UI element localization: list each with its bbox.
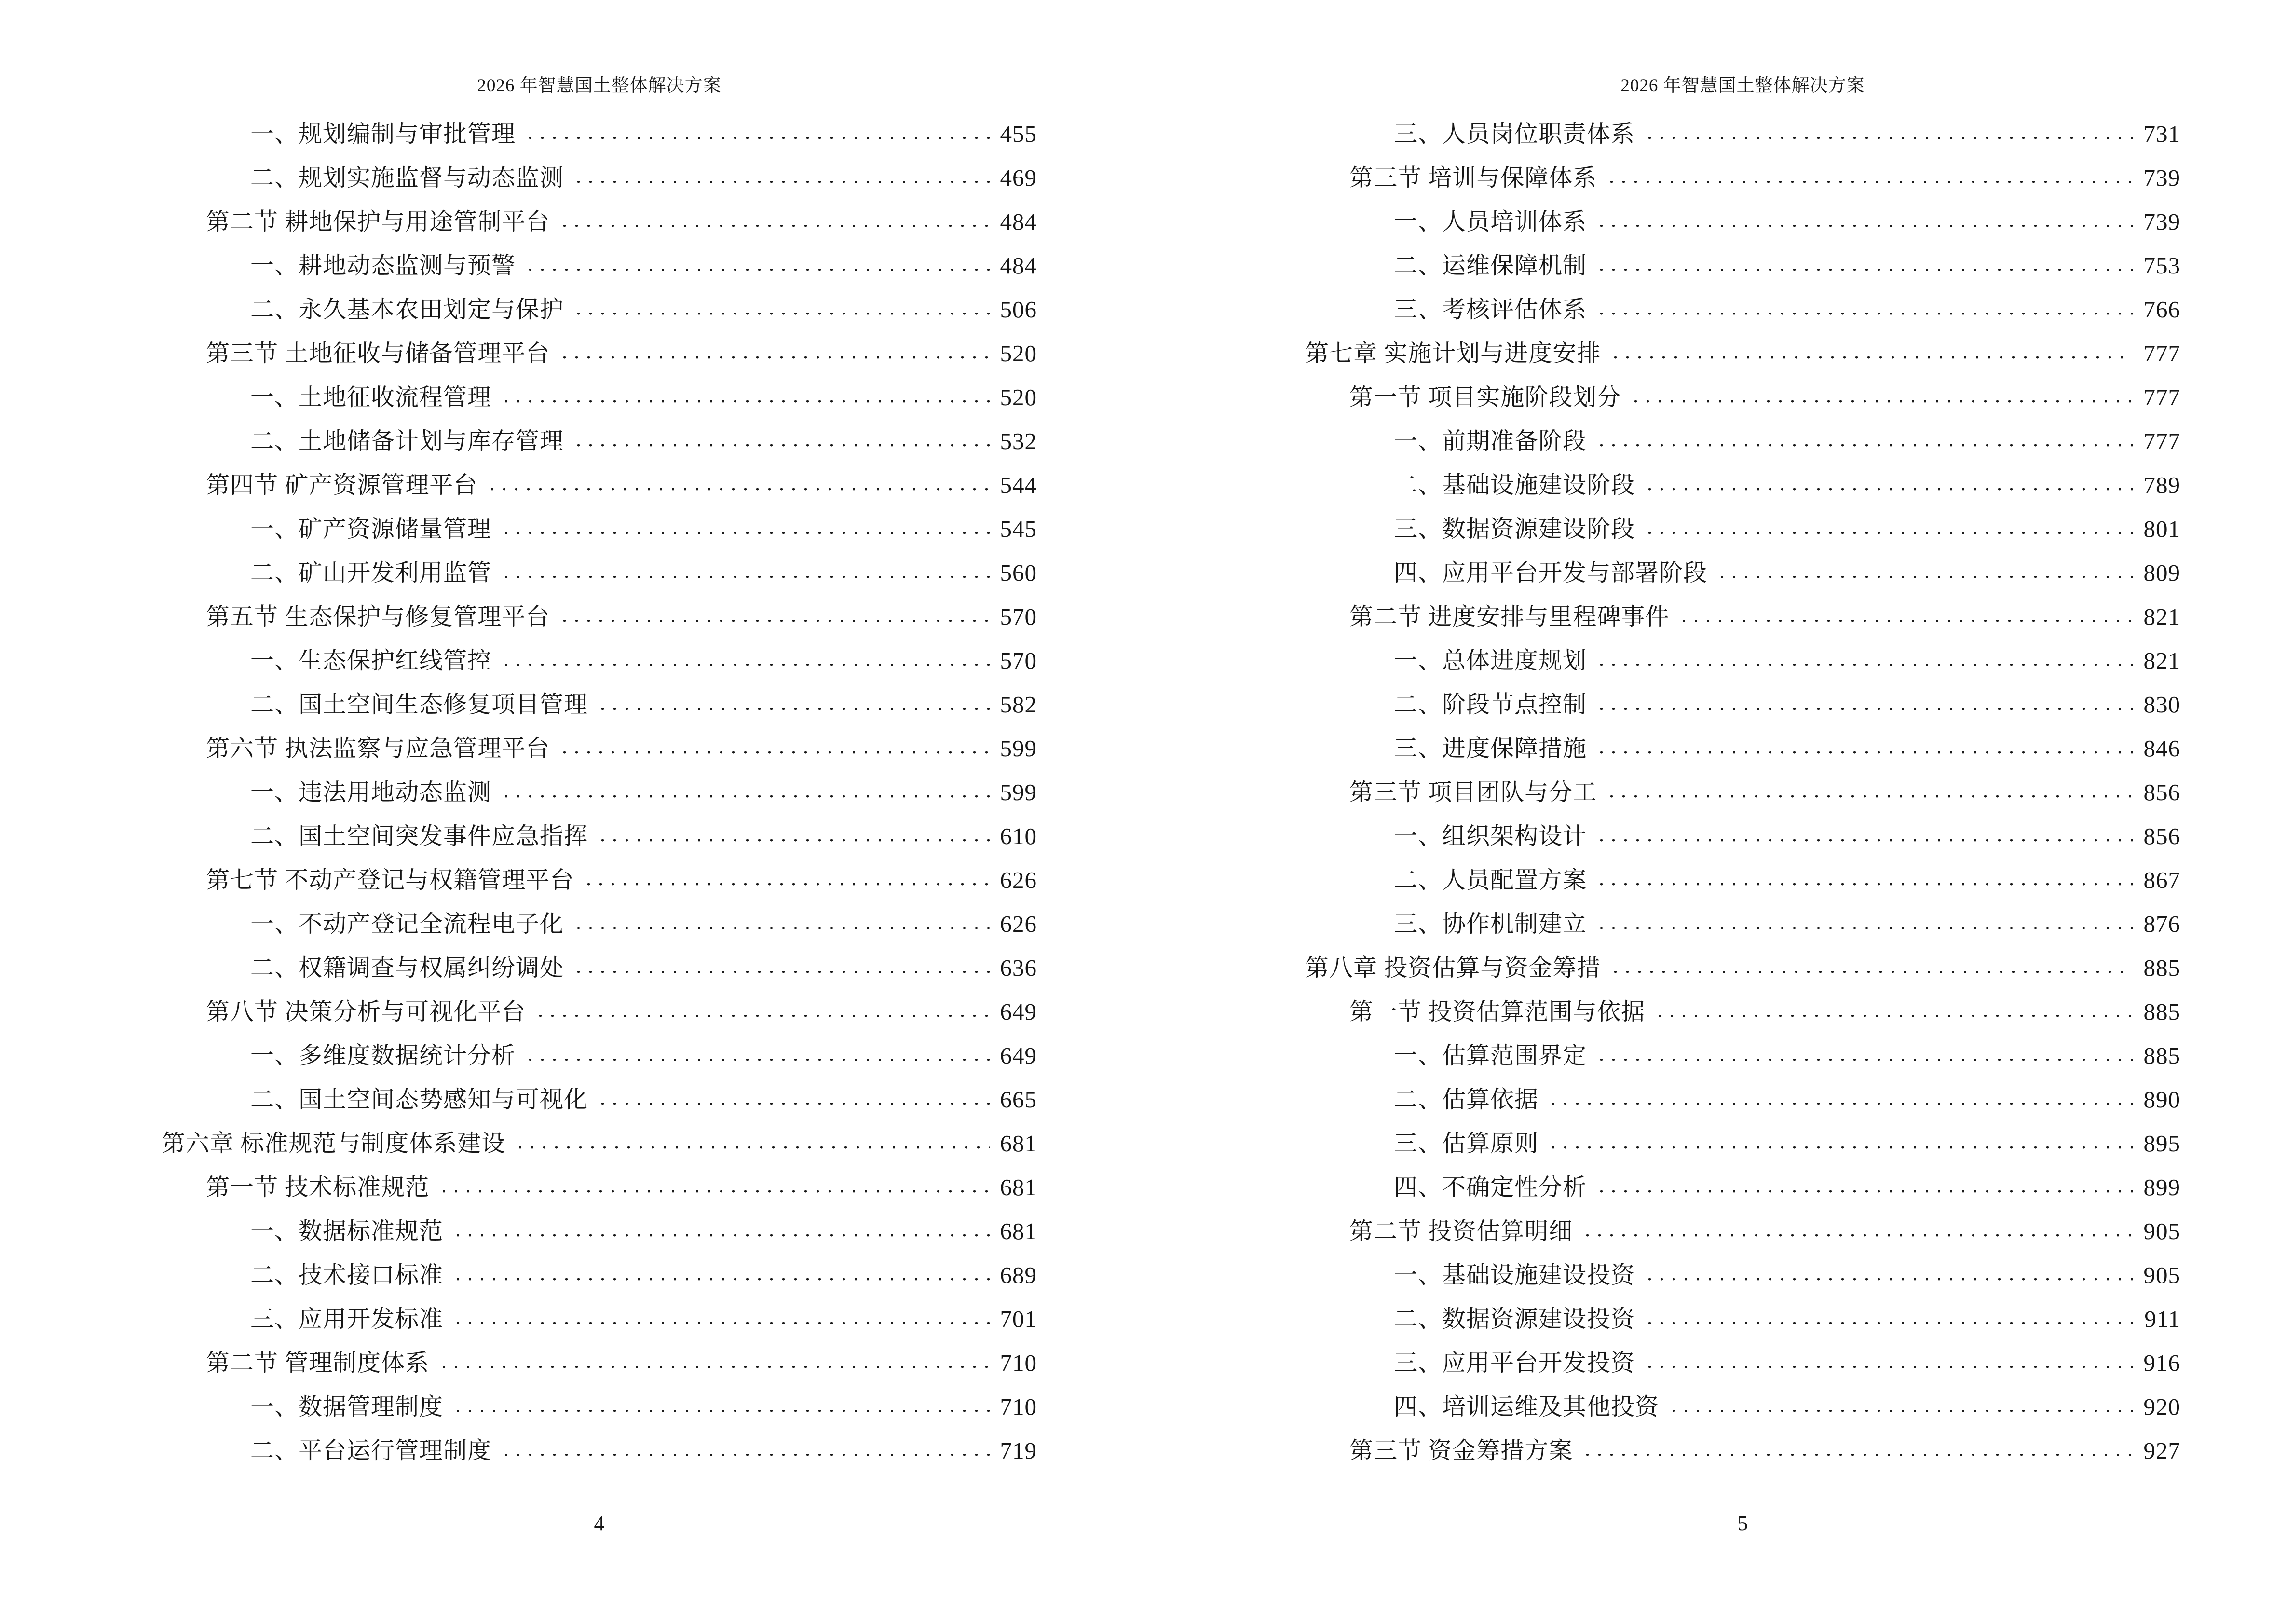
dot-leader (1643, 1278, 2133, 1283)
toc-entry-page: 689 (1000, 1262, 1037, 1288)
dot-leader (572, 181, 989, 186)
toc-entry-title: 一、总体进度规划 (1394, 647, 1587, 674)
dot-leader (1580, 1454, 2133, 1459)
toc-entry (1305, 200, 2180, 244)
dot-leader (1594, 1190, 2133, 1195)
dot-leader (451, 1278, 989, 1283)
toc-entry-title: 一、土地征收流程管理 (250, 384, 492, 410)
dot-leader (582, 883, 989, 888)
toc-entry (162, 1297, 1037, 1341)
dot-leader (1580, 1234, 2133, 1239)
toc-entry-page: 739 (2143, 164, 2180, 191)
dot-leader (1605, 181, 2133, 186)
toc-entry (162, 507, 1037, 551)
toc-entry-title: 一、耕地动态监测与预警 (250, 252, 516, 279)
toc-entry-title: 第八节 决策分析与可视化平台 (206, 998, 526, 1025)
dot-leader (1594, 269, 2133, 273)
toc-entry (1305, 112, 2180, 156)
toc-entry (1305, 1429, 2180, 1473)
toc-entry (162, 1165, 1037, 1209)
toc-entry (1305, 595, 2180, 639)
toc-entry-page: 801 (2143, 516, 2180, 542)
toc-entry (162, 1209, 1037, 1253)
toc-entry-page: 789 (2143, 472, 2180, 498)
page-header: 2026 年智慧国土整体解决方案 (477, 76, 721, 96)
toc-entry-title: 第二节 耕地保护与用途管制平台 (206, 208, 550, 235)
toc-entry-title: 第六章 标准规范与制度体系建设 (162, 1130, 506, 1157)
toc-entry-page: 455 (1000, 121, 1037, 147)
toc-entry-title: 三、进度保障措施 (1394, 735, 1587, 762)
toc-entry-title: 三、数据资源建设阶段 (1394, 516, 1635, 542)
toc-entry-page: 905 (2143, 1218, 2180, 1244)
toc-entry (1305, 375, 2180, 419)
toc-entry (162, 1385, 1037, 1429)
toc-entry (162, 375, 1037, 419)
toc-entry (162, 946, 1037, 990)
dot-leader (1643, 137, 2133, 142)
dot-leader (596, 839, 989, 844)
toc-entry (162, 902, 1037, 946)
toc-entry-page: 895 (2143, 1130, 2180, 1157)
toc-entry (162, 639, 1037, 682)
dot-leader (1546, 1146, 2133, 1151)
toc-entry-page: 701 (1000, 1306, 1037, 1332)
toc-entry (1305, 156, 2180, 200)
toc-list-left (162, 112, 1037, 1473)
toc-entry-page: 710 (1000, 1393, 1037, 1420)
toc-entry-title: 二、估算依据 (1394, 1086, 1539, 1113)
toc-entry-title: 三、估算原则 (1394, 1130, 1539, 1157)
dot-leader (558, 225, 989, 230)
dot-leader (1594, 883, 2133, 888)
dot-leader (523, 137, 989, 142)
toc-entry-page: 582 (1000, 691, 1037, 718)
toc-entry (162, 1429, 1037, 1473)
dot-leader (1605, 795, 2133, 800)
toc-entry-page: 665 (1000, 1086, 1037, 1113)
toc-entry (162, 1341, 1037, 1385)
toc-entry (1305, 1034, 2180, 1078)
dot-leader (451, 1410, 989, 1415)
toc-entry-page: 506 (1000, 296, 1037, 323)
toc-entry (1305, 1165, 2180, 1209)
toc-entry-title: 四、培训运维及其他投资 (1394, 1393, 1660, 1420)
toc-entry-page: 927 (2143, 1437, 2180, 1464)
toc-entry-title: 二、基础设施建设阶段 (1394, 472, 1635, 498)
toc-entry (162, 112, 1037, 156)
dot-leader (499, 576, 989, 581)
toc-entry-title: 三、人员岗位职责体系 (1394, 121, 1635, 147)
toc-entry (162, 200, 1037, 244)
toc-entry-page: 821 (2143, 603, 2180, 630)
toc-entry (162, 551, 1037, 595)
toc-entry-page: 520 (1000, 340, 1037, 367)
dot-leader (596, 1103, 989, 1107)
toc-entry-page: 821 (2143, 647, 2180, 674)
toc-entry-title: 第三节 培训与保障体系 (1349, 164, 1597, 191)
toc-entry-title: 第二节 管理制度体系 (206, 1350, 430, 1376)
toc-entry-page: 544 (1000, 472, 1037, 498)
toc-entry-title: 一、估算范围界定 (1394, 1042, 1587, 1069)
dot-leader (1643, 1366, 2133, 1371)
dot-leader (1608, 971, 2133, 976)
dot-leader (513, 1146, 989, 1151)
toc-entry-title: 二、规划实施监督与动态监测 (250, 164, 564, 191)
toc-entry-page: 856 (2143, 779, 2180, 805)
dot-leader (533, 1015, 989, 1020)
toc-entry-title: 二、矿山开发利用监管 (250, 560, 492, 586)
toc-entry-title: 一、矿产资源储量管理 (250, 516, 492, 542)
dot-leader (451, 1322, 989, 1327)
toc-entry-page: 777 (2143, 428, 2180, 454)
toc-entry-page: 809 (2143, 560, 2180, 586)
toc-entry-title: 二、平台运行管理制度 (250, 1437, 492, 1464)
toc-entry-page: 876 (2143, 911, 2180, 937)
toc-entry-page: 484 (1000, 208, 1037, 235)
toc-entry (162, 156, 1037, 200)
toc-entry-title: 二、土地储备计划与库存管理 (250, 428, 564, 454)
toc-entry-page: 626 (1000, 867, 1037, 893)
toc-entry-page: 830 (2143, 691, 2180, 718)
toc-entry-title: 二、权籍调查与权属纠纷调处 (250, 955, 564, 981)
toc-entry-title: 第一节 投资估算范围与依据 (1349, 998, 1646, 1025)
toc-entry-title: 二、国土空间生态修复项目管理 (250, 691, 588, 718)
toc-entry-page: 710 (1000, 1350, 1037, 1376)
toc-entry-title: 二、阶段节点控制 (1394, 691, 1587, 718)
toc-entry (162, 463, 1037, 507)
toc-entry (162, 726, 1037, 770)
dot-leader (523, 1059, 989, 1064)
dot-leader (1594, 664, 2133, 669)
toc-entry-page: 777 (2143, 340, 2180, 367)
toc-entry-title: 一、规划编制与审批管理 (250, 121, 516, 147)
toc-entry (162, 990, 1037, 1034)
toc-entry-page: 649 (1000, 998, 1037, 1025)
toc-entry (1305, 419, 2180, 463)
dot-leader (1643, 488, 2133, 493)
dot-leader (499, 1454, 989, 1459)
toc-entry-title: 第八章 投资估算与资金筹措 (1305, 955, 1601, 981)
dot-leader (1546, 1103, 2133, 1107)
toc-entry (1305, 551, 2180, 595)
toc-entry-title: 一、人员培训体系 (1394, 208, 1587, 235)
toc-entry-page: 867 (2143, 867, 2180, 893)
toc-entry-page: 649 (1000, 1042, 1037, 1069)
toc-entry (162, 287, 1037, 331)
dot-leader (1629, 400, 2133, 405)
page-footer: 5 (1737, 1512, 1748, 1535)
page-header: 2026 年智慧国土整体解决方案 (1620, 76, 1865, 96)
dot-leader (1594, 225, 2133, 230)
dot-leader (1653, 1015, 2133, 1020)
dot-leader (1643, 1322, 2134, 1327)
toc-entry-page: 545 (1000, 516, 1037, 542)
toc-entry-title: 一、数据管理制度 (250, 1393, 444, 1420)
toc-entry-page: 766 (2143, 296, 2180, 323)
dot-leader (558, 620, 989, 625)
toc-entry-title: 第三节 资金筹措方案 (1349, 1437, 1573, 1464)
toc-entry-title: 第六节 执法监察与应急管理平台 (206, 735, 550, 762)
toc-entry-page: 532 (1000, 428, 1037, 454)
toc-entry-title: 一、违法用地动态监测 (250, 779, 492, 805)
toc-entry-title: 第七节 不动产登记与权籍管理平台 (206, 867, 574, 893)
toc-entry (162, 1121, 1037, 1165)
toc-list-right (1305, 112, 2180, 1473)
toc-entry-title: 二、国土空间突发事件应急指挥 (250, 823, 588, 849)
toc-entry-page: 560 (1000, 560, 1037, 586)
dot-leader (523, 269, 989, 273)
toc-entry (1305, 902, 2180, 946)
toc-entry-page: 599 (1000, 735, 1037, 762)
toc-entry-title: 第二节 进度安排与里程碑事件 (1349, 603, 1670, 630)
dot-leader (1594, 839, 2133, 844)
toc-entry-title: 一、生态保护红线管控 (250, 647, 492, 674)
toc-entry (1305, 1209, 2180, 1253)
toc-entry-page: 610 (1000, 823, 1037, 849)
toc-entry (162, 770, 1037, 814)
toc-entry-page: 777 (2143, 384, 2180, 410)
toc-entry-page: 520 (1000, 384, 1037, 410)
dot-leader (572, 927, 989, 932)
toc-entry (162, 1253, 1037, 1297)
dot-leader (499, 664, 989, 669)
toc-entry (1305, 858, 2180, 902)
dot-leader (1594, 313, 2133, 317)
toc-entry (1305, 770, 2180, 814)
toc-entry-page: 916 (2143, 1350, 2180, 1376)
toc-entry-title: 二、技术接口标准 (250, 1262, 444, 1288)
toc-entry-page: 599 (1000, 779, 1037, 805)
toc-entry-page: 890 (2143, 1086, 2180, 1113)
toc-entry-title: 一、不动产登记全流程电子化 (250, 911, 564, 937)
toc-entry (162, 858, 1037, 902)
toc-entry (1305, 639, 2180, 682)
dot-leader (1594, 444, 2133, 449)
toc-entry (162, 1078, 1037, 1121)
dot-leader (437, 1366, 989, 1371)
toc-entry-title: 三、考核评估体系 (1394, 296, 1587, 323)
toc-entry-title: 第三节 项目团队与分工 (1349, 779, 1597, 805)
toc-entry-title: 一、前期准备阶段 (1394, 428, 1587, 454)
toc-entry (162, 419, 1037, 463)
page-footer: 4 (594, 1512, 605, 1535)
toc-entry (1305, 990, 2180, 1034)
toc-entry-title: 第一节 技术标准规范 (206, 1174, 430, 1201)
toc-entry-page: 920 (2143, 1393, 2180, 1420)
toc-entry-title: 第一节 项目实施阶段划分 (1349, 384, 1621, 410)
toc-entry (1305, 726, 2180, 770)
dot-leader (437, 1190, 989, 1195)
toc-entry-title: 二、运维保障机制 (1394, 252, 1587, 279)
dot-leader (572, 444, 989, 449)
toc-entry-page: 719 (1000, 1437, 1037, 1464)
toc-entry (1305, 1078, 2180, 1121)
toc-entry-page: 753 (2143, 252, 2180, 279)
toc-entry-page: 469 (1000, 164, 1037, 191)
toc-entry (1305, 814, 2180, 858)
toc-entry-page: 739 (2143, 208, 2180, 235)
toc-entry-page: 885 (2143, 1042, 2180, 1069)
toc-entry-page: 681 (1000, 1218, 1037, 1244)
dot-leader (1594, 1059, 2133, 1064)
toc-entry-title: 一、多维度数据统计分析 (250, 1042, 516, 1069)
dot-leader (558, 751, 989, 756)
toc-entry-page: 899 (2143, 1174, 2180, 1201)
toc-entry-title: 三、协作机制建立 (1394, 911, 1587, 937)
toc-entry-title: 四、应用平台开发与部署阶段 (1394, 560, 1708, 586)
toc-entry-page: 570 (1000, 647, 1037, 674)
dot-leader (596, 708, 989, 712)
dot-leader (1643, 532, 2133, 537)
toc-entry-page: 636 (1000, 955, 1037, 981)
toc-entry (1305, 1297, 2180, 1341)
toc-entry-title: 第三节 土地征收与储备管理平台 (206, 340, 550, 367)
toc-entry-title: 二、数据资源建设投资 (1394, 1306, 1635, 1332)
dot-leader (1594, 751, 2133, 756)
dot-leader (451, 1234, 989, 1239)
toc-entry-page: 626 (1000, 911, 1037, 937)
toc-entry (1305, 682, 2180, 726)
toc-entry-title: 四、不确定性分析 (1394, 1174, 1587, 1201)
toc-entry-page: 681 (1000, 1130, 1037, 1157)
toc-entry-title: 第四节 矿产资源管理平台 (206, 472, 478, 498)
toc-entry-page: 846 (2143, 735, 2180, 762)
toc-entry-title: 二、人员配置方案 (1394, 867, 1587, 893)
toc-entry-page: 911 (2144, 1306, 2180, 1332)
toc-entry-title: 一、数据标准规范 (250, 1218, 444, 1244)
toc-entry-title: 二、永久基本农田划定与保护 (250, 296, 564, 323)
dot-leader (1594, 927, 2133, 932)
dot-leader (485, 488, 989, 493)
toc-entry (1305, 331, 2180, 375)
dot-leader (499, 532, 989, 537)
toc-entry-title: 一、基础设施建设投资 (1394, 1262, 1635, 1288)
toc-entry (162, 244, 1037, 287)
toc-entry (162, 331, 1037, 375)
toc-entry (1305, 1385, 2180, 1429)
dot-leader (1677, 620, 2133, 625)
dot-leader (499, 795, 989, 800)
toc-entry-title: 二、国土空间态势感知与可视化 (250, 1086, 588, 1113)
dot-leader (1667, 1410, 2133, 1415)
dot-leader (1594, 708, 2133, 712)
toc-entry-title: 第五节 生态保护与修复管理平台 (206, 603, 550, 630)
toc-entry-page: 856 (2143, 823, 2180, 849)
toc-entry-page: 484 (1000, 252, 1037, 279)
toc-entry (162, 682, 1037, 726)
toc-entry-title: 三、应用平台开发投资 (1394, 1350, 1635, 1376)
toc-entry (162, 814, 1037, 858)
toc-entry-title: 一、组织架构设计 (1394, 823, 1587, 849)
toc-entry (1305, 507, 2180, 551)
toc-entry (1305, 1341, 2180, 1385)
dot-leader (572, 971, 989, 976)
toc-entry (1305, 1121, 2180, 1165)
toc-entry (162, 1034, 1037, 1078)
toc-entry (1305, 946, 2180, 990)
toc-entry-title: 三、应用开发标准 (250, 1306, 444, 1332)
toc-entry (162, 595, 1037, 639)
toc-entry-page: 885 (2143, 955, 2180, 981)
toc-entry-page: 905 (2143, 1262, 2180, 1288)
toc-entry (1305, 463, 2180, 507)
toc-entry (1305, 244, 2180, 287)
toc-page-right (1144, 0, 2287, 1624)
toc-entry-page: 570 (1000, 603, 1037, 630)
toc-entry (1305, 287, 2180, 331)
toc-entry-page: 885 (2143, 998, 2180, 1025)
toc-entry-title: 第二节 投资估算明细 (1349, 1218, 1573, 1244)
toc-entry-title: 第七章 实施计划与进度安排 (1305, 340, 1601, 367)
dot-leader (1715, 576, 2133, 581)
dot-leader (572, 313, 989, 317)
toc-entry-page: 731 (2143, 121, 2180, 147)
toc-entry-page: 681 (1000, 1174, 1037, 1201)
dot-leader (558, 356, 989, 361)
dot-leader (499, 400, 989, 405)
toc-entry (1305, 1253, 2180, 1297)
dot-leader (1608, 356, 2133, 361)
